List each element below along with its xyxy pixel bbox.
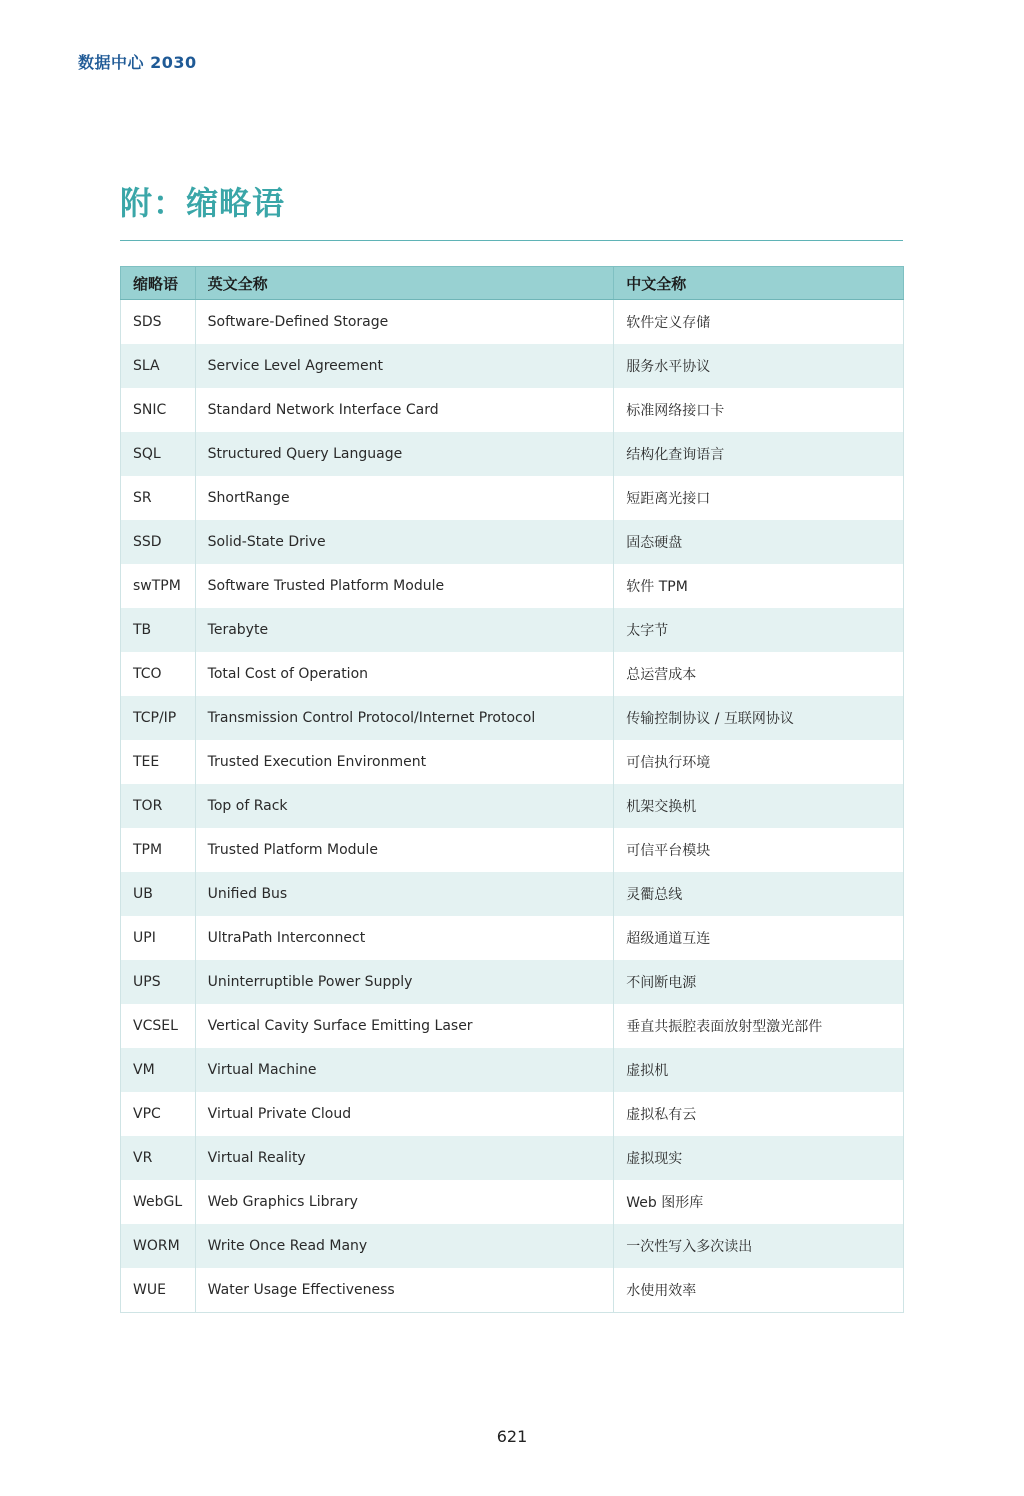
english-name-cell: Top of Rack [195, 784, 614, 828]
table-header-row [121, 267, 904, 300]
table-row [121, 652, 904, 696]
abbr-cell: SNIC [121, 388, 196, 432]
table-row [121, 1268, 904, 1313]
abbr-cell: TCO [121, 652, 196, 696]
table-row [121, 696, 904, 740]
chinese-name-cell: 短距离光接口 [614, 476, 904, 520]
abbreviation-table [120, 266, 904, 1313]
english-name-cell: UltraPath Interconnect [195, 916, 614, 960]
table-row [121, 476, 904, 520]
english-name-cell: Write Once Read Many [195, 1224, 614, 1268]
chinese-name-cell: 标准网络接口卡 [614, 388, 904, 432]
running-header: 数据中心 2030 [78, 53, 197, 72]
section-title: 附：缩略语 [120, 184, 286, 222]
english-name-cell: Terabyte [195, 608, 614, 652]
chinese-name-cell: 传输控制协议 / 互联网协议 [614, 696, 904, 740]
abbr-cell: VM [121, 1048, 196, 1092]
table-row [121, 872, 904, 916]
chinese-name-cell: 可信执行环境 [614, 740, 904, 784]
table-row [121, 960, 904, 1004]
chinese-name-cell: 总运营成本 [614, 652, 904, 696]
english-name-cell: Standard Network Interface Card [195, 388, 614, 432]
abbr-cell: TB [121, 608, 196, 652]
table-row [121, 388, 904, 432]
chinese-name-cell: 软件定义存储 [614, 300, 904, 345]
column-header-abbr: 缩略语 [121, 267, 196, 300]
english-name-cell: Trusted Execution Environment [195, 740, 614, 784]
abbr-cell: TPM [121, 828, 196, 872]
abbr-cell: TEE [121, 740, 196, 784]
chinese-name-cell: Web 图形库 [614, 1180, 904, 1224]
table-row [121, 784, 904, 828]
table-row [121, 1092, 904, 1136]
chinese-name-cell: 超级通道互连 [614, 916, 904, 960]
table-row [121, 1048, 904, 1092]
english-name-cell: Web Graphics Library [195, 1180, 614, 1224]
chinese-name-cell: 一次性写入多次读出 [614, 1224, 904, 1268]
table-body [121, 300, 904, 1313]
abbr-cell: UPI [121, 916, 196, 960]
table-row [121, 564, 904, 608]
table-row [121, 1004, 904, 1048]
chinese-name-cell: 灵衢总线 [614, 872, 904, 916]
english-name-cell: ShortRange [195, 476, 614, 520]
chinese-name-cell: 虚拟机 [614, 1048, 904, 1092]
title-divider [120, 240, 903, 241]
abbr-cell: SDS [121, 300, 196, 345]
page-number: 621 [496, 1427, 528, 1446]
table-row [121, 300, 904, 345]
abbr-cell: UPS [121, 960, 196, 1004]
chinese-name-cell: 太字节 [614, 608, 904, 652]
english-name-cell: Software Trusted Platform Module [195, 564, 614, 608]
table-row [121, 432, 904, 476]
chinese-name-cell: 机架交换机 [614, 784, 904, 828]
chinese-name-cell: 结构化查询语言 [614, 432, 904, 476]
abbr-cell: WUE [121, 1268, 196, 1313]
abbr-cell: UB [121, 872, 196, 916]
abbr-cell: SLA [121, 344, 196, 388]
abbr-cell: TCP/IP [121, 696, 196, 740]
abbr-cell: SQL [121, 432, 196, 476]
abbr-cell: SR [121, 476, 196, 520]
chinese-name-cell: 可信平台模块 [614, 828, 904, 872]
english-name-cell: Uninterruptible Power Supply [195, 960, 614, 1004]
english-name-cell: Structured Query Language [195, 432, 614, 476]
table-row [121, 916, 904, 960]
column-header-chinese: 中文全称 [614, 267, 904, 300]
abbr-cell: VR [121, 1136, 196, 1180]
table-row [121, 1224, 904, 1268]
english-name-cell: Water Usage Effectiveness [195, 1268, 614, 1313]
abbr-cell: WORM [121, 1224, 196, 1268]
english-name-cell: Vertical Cavity Surface Emitting Laser [195, 1004, 614, 1048]
chinese-name-cell: 服务水平协议 [614, 344, 904, 388]
abbr-cell: VCSEL [121, 1004, 196, 1048]
table-row [121, 344, 904, 388]
table-row [121, 520, 904, 564]
chinese-name-cell: 水使用效率 [614, 1268, 904, 1313]
english-name-cell: Total Cost of Operation [195, 652, 614, 696]
chinese-name-cell: 固态硬盘 [614, 520, 904, 564]
english-name-cell: Virtual Reality [195, 1136, 614, 1180]
abbr-cell: WebGL [121, 1180, 196, 1224]
table-row [121, 1136, 904, 1180]
table-row [121, 828, 904, 872]
chinese-name-cell: 垂直共振腔表面放射型激光部件 [614, 1004, 904, 1048]
chinese-name-cell: 虚拟私有云 [614, 1092, 904, 1136]
english-name-cell: Trusted Platform Module [195, 828, 614, 872]
english-name-cell: Unified Bus [195, 872, 614, 916]
abbr-cell: VPC [121, 1092, 196, 1136]
english-name-cell: Virtual Machine [195, 1048, 614, 1092]
chinese-name-cell: 虚拟现实 [614, 1136, 904, 1180]
table-row [121, 608, 904, 652]
table-row [121, 1180, 904, 1224]
english-name-cell: Virtual Private Cloud [195, 1092, 614, 1136]
english-name-cell: Transmission Control Protocol/Internet Protocol [195, 696, 614, 740]
english-name-cell: Service Level Agreement [195, 344, 614, 388]
table-row [121, 740, 904, 784]
chinese-name-cell: 软件 TPM [614, 564, 904, 608]
english-name-cell: Solid-State Drive [195, 520, 614, 564]
abbr-cell: SSD [121, 520, 196, 564]
abbr-cell: TOR [121, 784, 196, 828]
chinese-name-cell: 不间断电源 [614, 960, 904, 1004]
column-header-english: 英文全称 [195, 267, 614, 300]
abbr-cell: swTPM [121, 564, 196, 608]
english-name-cell: Software-Defined Storage [195, 300, 614, 345]
